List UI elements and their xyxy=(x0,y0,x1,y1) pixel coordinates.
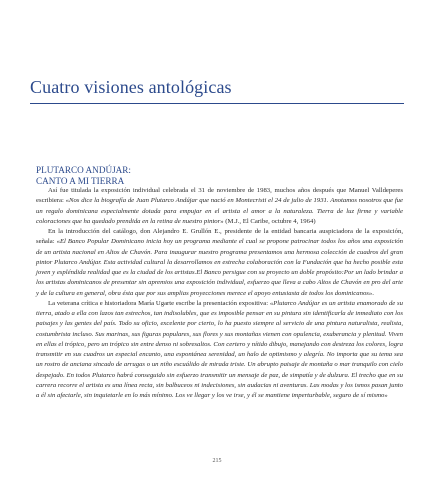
paragraph-run: » (M.J., El Caribe, octubre 4, 1964) xyxy=(220,217,316,225)
paragraph-run: » xyxy=(384,392,388,399)
paragraph-run: La veterana crítica e historiadora María Ugarte escribe la presentación expositiva: « xyxy=(48,299,274,307)
chapter-title: Cuatro visiones antológicas xyxy=(30,77,232,97)
paragraph-run: ». xyxy=(368,289,374,297)
section-heading-line1: PLUTARCO ANDÚJAR: xyxy=(36,165,131,175)
body-text xyxy=(36,186,403,401)
paragraph-quote: Plutarco Andújar es un artista enamorado de su tierra, atado a ella con lazos tan estrechos, tan indisolubles, que es imposible pensar en su pintura sin identificarla de inmediato con los paisajes y las gentes del país. Todo su oficio, excelente por cierto, lo ha puesto siempre al servicio de una pintura naturalista, realista, costumbrista incluso. Sus marinas, sus figuras populares, sus flores y sus montañas vienen con opulencia, exuberancia y plenitud. Viven en ellas el trópico, pero un trópico sin entre denso ni sobresaltos. Con certero y nítido dibujo, manejando con destreza los colores, logra transmitir en sus cuadros un especial encanto, una espontánea serenidad, un halo de optimismo y alegría. No importa que su tema sea un rostro de anciana sincado de arrugas o un niño escuálido de mirada triste. Un abrupto paisaje de montaña o mar tranquilo con cielo despejado. En todos Plutarco habrá conseguido sin esfuerzo transmitir un mensaje de paz, de simpatía y de dulzura. El trecho que en su carrera recorre el artista es una línea recta, sin balbuceos ni indecisiones, sin audacias ni aventuras. Las modas y los ismos pasan junto a él sin afectarle, sin inquietarle en lo más mínimo. Los ve llegar y los ve irse, y él se mantiene imperturbable, seguro de sí mismo xyxy=(36,299,403,399)
page-number: 215 xyxy=(212,458,222,464)
paragraph-quote: Nos dice la biografía de Juan Plutarco Andújar que nació en Montecristi el 24 de julio de 1931. Anotamos nosotros que fue un regalo dominicana especialmente dotada para empujar en el artista el amor a la naturaleza. Tierra de luz firme y variable coloraciones que ha quedado prendida en la retina de nuestro pintor xyxy=(36,197,403,225)
paragraph-quote: El Banco Popular Dominicano inicia hoy un programa mediante el cual se propone patrocinar todos los años una exposición de un artista nacional en Altos de Chavón. Para inaugurar nuestro programa presentamos una hermosa colección de cuadros del gran pintor Plutarco Andújar. Esta actividad cultural la desarrollamos en estrecha colaboración con la Fundación que ha hecho posible esta joven y espléndida realidad que es la ciudad de los artistas.El Banco persigue con su proyecto un doble propósito:Por un lado brindar a los artistas dominicanos de presentar sin apremios una exposición individual, esfuerzo que lleva a cabo Altos de Chavón en pro del arte y de la cultura en general, obra ésta que por sus amplias proyecciones merece el apoyo entusiasta de todos los dominicanos xyxy=(36,238,403,297)
paragraph xyxy=(36,186,403,227)
paragraph xyxy=(36,227,403,299)
paragraph xyxy=(36,299,403,402)
paragraph-run: Así fue titulada la exposición individual celebrada el 31 de noviembre de 1983, muchos años después que Manuel Valldeperes escribiera: « xyxy=(36,187,403,205)
section-heading xyxy=(36,165,236,187)
paragraph-run: En la introducción del catálogo, don Alejandro E. Grullón E., presidente de la entidad bancaria auspiciadora de la exposición, señala: « xyxy=(36,228,403,246)
title-rule xyxy=(30,103,404,104)
section-heading-line2: CANTO A MI TIERRA xyxy=(36,176,125,186)
